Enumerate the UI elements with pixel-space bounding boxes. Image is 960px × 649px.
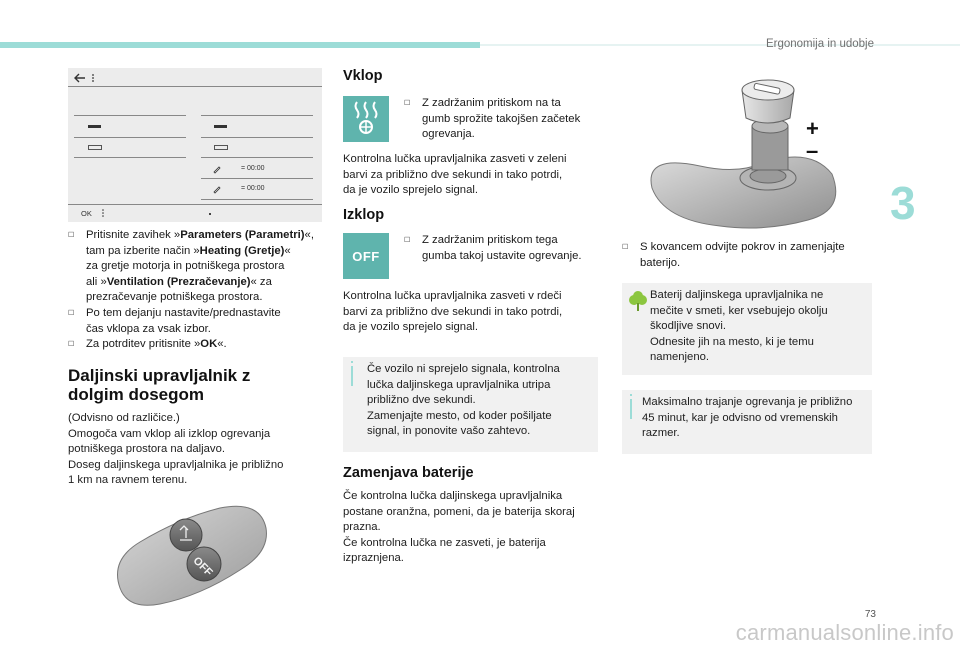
screen-divider xyxy=(74,157,186,158)
chapter-number: 3 xyxy=(890,177,916,229)
more-options-icon[interactable] xyxy=(91,73,95,83)
checkbox-bullet-icon: ☐ xyxy=(68,232,75,239)
page-number: 73 xyxy=(864,609,876,620)
remote-description: (Odvisno od različice.) Omogoča vam vklop ali izklop ogrevanja potniškega prostora na daljavo. Doseg daljinskega upravljalnika je približno 1 km na ravnem terenu. xyxy=(68,412,284,487)
edit-pencil-icon[interactable] xyxy=(212,184,222,194)
vklop-description: Kontrolna lučka upravljalnika zasveti v zeleni barvi za približno dve sekundi in tako potrdi, da je vozilo sprejelo signal. xyxy=(343,153,567,197)
checkbox-bullet-icon: ☐ xyxy=(622,244,629,251)
mode-toggle-right[interactable] xyxy=(214,145,228,150)
battery-bullet: ☐ S kovancem odvijte pokrov in zamenjajte baterijo. xyxy=(622,241,845,269)
checkbox-bullet-icon: ☐ xyxy=(68,341,75,349)
info-box-signal: Če vozilo ni sprejelo signala, kontrolna lučka daljinskega upravljalnika utripa približno dve sekundi. Zamenjajte mesto, od koder pošiljate signal, in ponovite vašo zahtevo. xyxy=(343,357,598,452)
heater-icon xyxy=(343,96,389,142)
section-heading-zamenjava: Zamenjava baterije xyxy=(343,465,474,481)
minus-setting-left[interactable] xyxy=(88,125,101,128)
screen-divider xyxy=(201,115,313,116)
header-title: Ergonomija in udobje xyxy=(765,38,874,50)
screen-dot xyxy=(209,213,211,215)
mode-toggle-left[interactable] xyxy=(88,145,102,150)
step-1: ☐ Pritisnite zavihek »Parameters (Parametri)«, xyxy=(68,228,330,244)
screen-divider xyxy=(201,199,313,200)
info-icon xyxy=(630,399,632,419)
screen-divider xyxy=(74,137,186,138)
screen-divider xyxy=(201,178,313,179)
checkbox-bullet-icon: ☐ xyxy=(404,237,411,244)
off-button-icon: OFF xyxy=(343,233,389,279)
more-options-icon[interactable] xyxy=(101,208,105,218)
checkbox-bullet-icon: ☐ xyxy=(68,309,75,317)
screen-divider xyxy=(74,115,186,116)
info-icon xyxy=(351,366,353,386)
izklop-bullet: ☐ Z zadržanim pritiskom tega gumba takoj ustavite ogrevanje. xyxy=(404,234,582,262)
timer-1-value: = 00:00 xyxy=(241,165,265,172)
info-box-duration: Maksimalno trajanje ogrevanja je približno 45 minut, kar je odvisno od vremenskih razmer. xyxy=(622,390,872,454)
screen-divider xyxy=(68,204,322,205)
section-heading-remote: Daljinski upravljalnik z dolgim dosegom xyxy=(68,366,251,404)
section-heading-vklop: Vklop xyxy=(343,68,383,84)
touchscreen-mockup xyxy=(68,68,322,222)
screen-ok-button[interactable]: OK xyxy=(81,209,92,218)
back-arrow-icon[interactable] xyxy=(73,73,87,83)
step-2: ☐ Po tem dejanju nastavite/prednastavite xyxy=(68,306,330,322)
section-heading-izklop: Izklop xyxy=(343,207,385,223)
plus-sign: + xyxy=(806,116,819,141)
procedure-steps: ☐ Pritisnite zavihek »Parameters (Parametri)«, tam pa izberite način »Heating (Gretje)« za gretje motorja in potniškega prostora ali »Ventilation (Prezračevanje)« za prezračevanje potniškega prostora. ☐ Po tem dejanju nastavite/prednastavite čas vklopa za vsak izbor. ☐ Za potrditev pritisnite »OK«. xyxy=(68,228,330,353)
edit-pencil-icon[interactable] xyxy=(212,164,222,174)
checkbox-bullet-icon: ☐ xyxy=(404,100,411,107)
tree-eco-icon xyxy=(627,291,649,313)
battery-replacement-illustration xyxy=(640,70,860,236)
timer-2-value: = 00:00 xyxy=(241,185,265,192)
vklop-bullet: ☐ Z zadržanim pritiskom na ta gumb sprožite takojšen začetek ogrevanja. xyxy=(404,97,581,141)
header-rule xyxy=(480,44,960,46)
heating-on-button-icon xyxy=(343,96,389,142)
screen-divider xyxy=(201,157,313,158)
screen-divider xyxy=(201,137,313,138)
remote-control-illustration xyxy=(110,500,270,610)
minus-sign: – xyxy=(806,138,819,163)
step-3: ☐ Za potrditev pritisnite »OK«. xyxy=(68,337,330,353)
screen-divider xyxy=(68,86,322,87)
zamenjava-description: Če kontrolna lučka daljinskega upravljalnika postane oranžna, pomeni, da je baterija skoraj prazna. Če kontrolna lučka ne zasveti, je baterija izpraznjena. xyxy=(343,490,575,565)
remote-off-label: OFF xyxy=(190,554,215,579)
izklop-description: Kontrolna lučka upravljalnika zasveti v rdeči barvi za približno dve sekundi in tako potrdi, da je vozilo sprejelo signal. xyxy=(343,290,563,334)
header-accent-bar xyxy=(0,42,480,48)
minus-setting-right[interactable] xyxy=(214,125,227,128)
eco-info-box: Baterij daljinskega upravljalnika ne mečite v smeti, ker vsebujejo okolju škodljive snovi. Odnesite jih na mesto, ki je temu namenjeno. xyxy=(622,283,872,375)
watermark: carmanualsonline.info xyxy=(735,620,954,645)
